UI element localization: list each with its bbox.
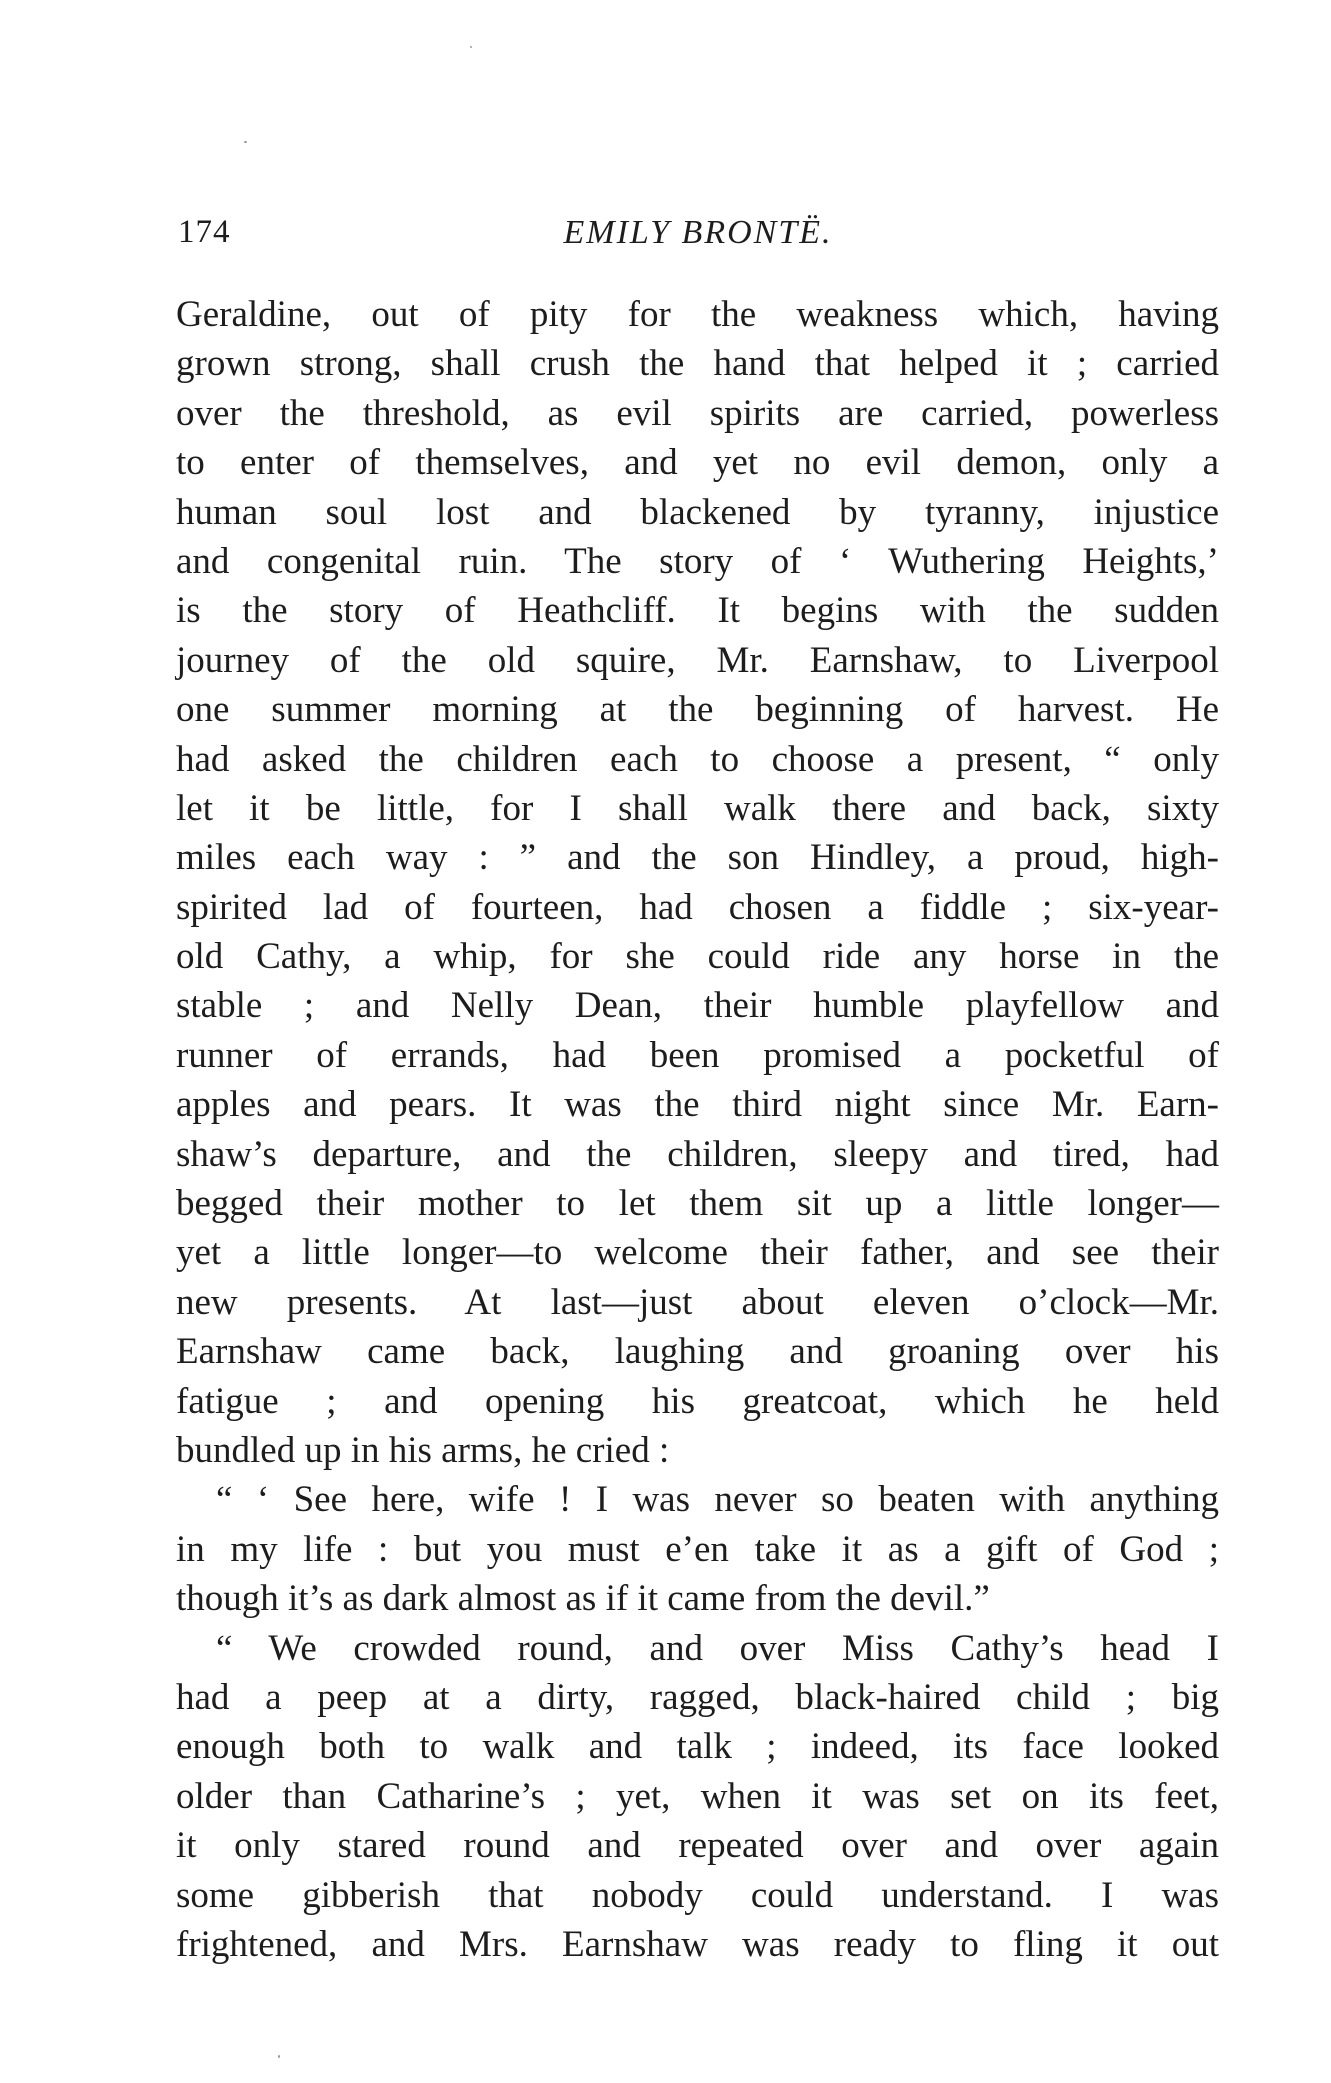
text-line: frightened, and Mrs. Earnshaw was ready to fling it out [176, 1923, 1219, 1965]
text-line: stable ; and Nelly Dean, their humble playfellow and [176, 985, 1219, 1027]
text-line: some gibberish that nobody could understand. I was [176, 1874, 1219, 1916]
text-line: and congenital ruin. The story of ‘ Wuthering Heights,’ [176, 540, 1219, 582]
text-line: grown strong, shall crush the hand that helped it ; carried [176, 343, 1219, 385]
text-line: human soul lost and blackened by tyranny, injustice [176, 491, 1219, 533]
text-line: apples and pears. It was the third night since Mr. Earn- [176, 1084, 1219, 1126]
text-line: Earnshaw came back, laughing and groaning over his [176, 1331, 1219, 1373]
text-line: new presents. At last—just about eleven o’clock—Mr. [176, 1281, 1219, 1323]
text-line: is the story of Heathcliff. It begins with the sudden [176, 590, 1219, 632]
text-line: had asked the children each to choose a present, “ only [176, 738, 1219, 780]
text-line: enough both to walk and talk ; indeed, its face looked [176, 1726, 1219, 1768]
body-text [176, 290, 1219, 1969]
page-header [178, 214, 1218, 266]
text-line: begged their mother to let them sit up a little longer— [176, 1183, 1219, 1225]
text-line: shaw’s departure, and the children, sleepy and tired, had [176, 1133, 1219, 1175]
text-line: it only stared round and repeated over and over again [176, 1825, 1219, 1867]
text-line: though it’s as dark almost as if it came from the devil.” [176, 1578, 990, 1620]
text-line: let it be little, for I shall walk there and back, sixty [176, 787, 1219, 829]
text-line: journey of the old squire, Mr. Earnshaw, to Liverpool [176, 639, 1219, 681]
text-line: “ We crowded round, and over Miss Cathy’s head I [216, 1627, 1219, 1669]
text-line: over the threshold, as evil spirits are carried, powerless [176, 392, 1219, 434]
text-line: had a peep at a dirty, ragged, black-haired child ; big [176, 1676, 1219, 1718]
text-line: fatigue ; and opening his greatcoat, which he held [176, 1380, 1219, 1422]
page-number: 174 [178, 214, 231, 250]
text-line: one summer morning at the beginning of harvest. He [176, 689, 1219, 731]
text-line: “ ‘ See here, wife ! I was never so beaten with anything [216, 1479, 1219, 1521]
scan-speck [470, 46, 472, 48]
scan-speck [278, 2055, 280, 2058]
text-line: in my life : but you must e’en take it as a gift of God ; [176, 1528, 1219, 1570]
text-line: yet a little longer—to welcome their father, and see their [176, 1232, 1219, 1274]
text-line: old Cathy, a whip, for she could ride any horse in the [176, 936, 1219, 978]
text-line: to enter of themselves, and yet no evil demon, only a [176, 442, 1219, 484]
running-head: EMILY BRONTË. [563, 214, 833, 251]
text-line: spirited lad of fourteen, had chosen a fiddle ; six-year- [176, 886, 1219, 928]
text-line: older than Catharine’s ; yet, when it was set on its feet, [176, 1775, 1219, 1817]
scan-speck [244, 141, 247, 143]
text-line: bundled up in his arms, he cried : [176, 1429, 670, 1471]
text-line: runner of errands, had been promised a pocketful of [176, 1034, 1219, 1076]
text-line: Geraldine, out of pity for the weakness which, having [176, 294, 1219, 335]
text-line: miles each way : ” and the son Hindley, a proud, high- [176, 837, 1219, 879]
